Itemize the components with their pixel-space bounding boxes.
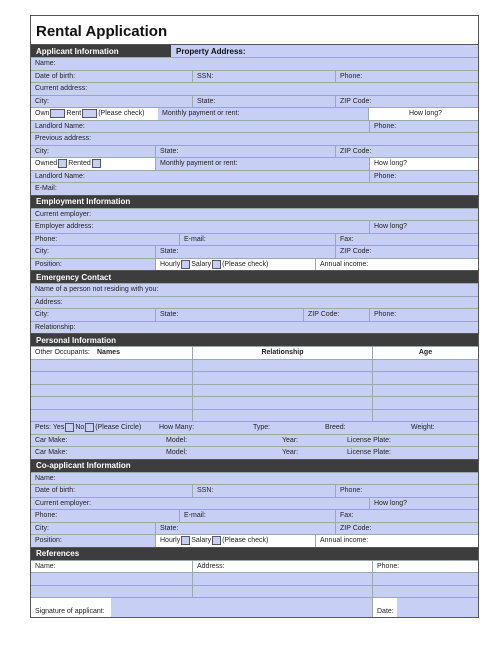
occupant-row	[31, 409, 478, 422]
occupant-name-cell[interactable]	[31, 397, 192, 409]
salary-label: Salary	[191, 537, 212, 545]
employer-zip-field[interactable]: ZIP Code:	[335, 246, 478, 258]
prev-city-field[interactable]: City:	[35, 147, 49, 155]
ref-phone-cell[interactable]	[372, 573, 478, 585]
co-current-employer-field[interactable]: Current employer:	[35, 499, 92, 507]
emergency-zip-field[interactable]: ZIP Code:	[303, 309, 369, 321]
please-check-note: (Please check)	[98, 110, 145, 118]
age-column-header: Age	[372, 347, 478, 359]
car-row	[31, 434, 478, 447]
rented-label: Rented	[68, 160, 91, 168]
form-row	[31, 82, 478, 95]
pets-yes-checkbox[interactable]	[65, 423, 74, 432]
ref-address-header: Address:	[192, 561, 372, 573]
occupant-relationship-cell[interactable]	[192, 372, 372, 384]
personal-section-header: Personal Information	[31, 333, 478, 346]
no-label: No	[75, 424, 85, 432]
form-row	[31, 308, 478, 321]
form-row	[31, 95, 478, 108]
car-row	[31, 446, 478, 459]
coapplicant-section-header: Co-applicant Information	[31, 459, 478, 472]
car-year-field[interactable]: Year:	[282, 449, 299, 457]
occupants-header-row	[31, 346, 478, 359]
rent-checkbox[interactable]	[82, 109, 97, 118]
form-row	[31, 509, 478, 522]
relationship-column-header: Relationship	[192, 347, 372, 359]
prev-zip-field[interactable]: ZIP Code:	[335, 146, 478, 158]
co-fax-field[interactable]: Fax:	[335, 510, 478, 522]
zip-field[interactable]: ZIP Code:	[335, 96, 478, 108]
how-long-field[interactable]: How long?	[368, 108, 478, 120]
emergency-address-field[interactable]: Address:	[35, 298, 63, 306]
monthly-payment-field[interactable]: Monthly payment or rent:	[158, 108, 368, 120]
employment-how-long-field[interactable]: How long?	[369, 221, 478, 233]
ref-name-cell[interactable]	[31, 586, 192, 598]
ref-phone-header: Phone:	[372, 561, 478, 573]
pets-type-field[interactable]: Type:	[253, 424, 271, 432]
references-header-row	[31, 560, 478, 573]
co-position-field[interactable]: Position:	[35, 537, 62, 545]
signature-row	[31, 597, 478, 617]
co-ssn-field[interactable]: SSN:	[192, 485, 335, 497]
landlord-phone-field[interactable]: Phone:	[369, 121, 478, 133]
occupant-name-cell[interactable]	[31, 372, 192, 384]
co-email-field[interactable]: E-mail:	[179, 510, 335, 522]
co-state-field[interactable]: State:	[155, 523, 335, 535]
form-row	[31, 120, 478, 133]
employer-state-field[interactable]: State:	[155, 246, 335, 258]
form-row	[31, 534, 478, 547]
employer-address-field[interactable]: Employer address:	[35, 223, 94, 231]
car-make-field[interactable]: Car Make:	[35, 436, 68, 444]
form-row	[31, 522, 478, 535]
pets-weight-field[interactable]: Weight:	[411, 424, 435, 432]
pets-label: Pets:	[35, 424, 51, 432]
city-field[interactable]: City:	[35, 97, 49, 105]
occupant-row	[31, 384, 478, 397]
occupant-row	[31, 371, 478, 384]
emergency-state-field[interactable]: State:	[155, 309, 303, 321]
occupant-row	[31, 359, 478, 372]
co-phone-field[interactable]: Phone:	[335, 485, 478, 497]
form-row	[31, 145, 478, 158]
date-field[interactable]	[397, 598, 478, 617]
owned-checkbox[interactable]	[58, 159, 67, 168]
pets-no-checkbox[interactable]	[85, 423, 94, 432]
occupant-relationship-cell[interactable]	[192, 410, 372, 422]
property-address-label: Property Address:	[171, 45, 478, 57]
occupant-name-cell[interactable]	[31, 360, 192, 372]
co-zip-field[interactable]: ZIP Code:	[335, 523, 478, 535]
form-row	[31, 321, 478, 334]
pets-row	[31, 421, 478, 434]
emergency-phone-field[interactable]: Phone:	[369, 309, 478, 321]
occupant-name-cell[interactable]	[31, 410, 192, 422]
please-check-note: (Please check)	[222, 260, 269, 268]
hourly-checkbox[interactable]	[181, 260, 190, 269]
prev-landlord-name-field[interactable]: Landlord Name:	[35, 172, 85, 180]
dob-field[interactable]: Date of birth:	[35, 72, 76, 80]
yes-label: Yes	[52, 424, 65, 432]
other-occupants-label: Other Occupants:	[35, 349, 90, 357]
emergency-relationship-field[interactable]: Relationship:	[35, 323, 76, 331]
co-annual-income-field[interactable]: Annual income:	[315, 535, 478, 547]
form-row	[31, 497, 478, 510]
applicant-section-title: Applicant Information	[36, 46, 119, 56]
salary-checkbox[interactable]	[212, 260, 221, 269]
ssn-field[interactable]: SSN:	[192, 71, 335, 83]
occupant-relationship-cell[interactable]	[192, 397, 372, 409]
rent-label: Rent	[66, 110, 82, 118]
emergency-section-header: Emergency Contact	[31, 270, 478, 283]
emergency-city-field[interactable]: City:	[35, 311, 49, 319]
occupant-age-cell[interactable]	[372, 385, 478, 397]
form-row	[31, 57, 478, 70]
pets-how-many-field[interactable]: How Many:	[159, 424, 195, 432]
prev-state-field[interactable]: State:	[155, 146, 335, 158]
please-check-note: (Please check)	[222, 537, 269, 545]
reference-row	[31, 585, 478, 598]
form-row	[31, 258, 478, 271]
co-salary-checkbox[interactable]	[212, 536, 221, 545]
ref-address-cell[interactable]	[192, 573, 372, 585]
occupant-row	[31, 396, 478, 409]
form-row	[31, 170, 478, 183]
form-title: Rental Application	[36, 23, 168, 40]
previous-address-field[interactable]: Previous address:	[35, 135, 92, 143]
car-license-plate-field[interactable]: License Plate:	[347, 449, 391, 457]
current-employer-field[interactable]: Current employer:	[35, 210, 92, 218]
car-model-field[interactable]: Model:	[166, 449, 188, 457]
co-name-field[interactable]: Name:	[35, 474, 56, 482]
occupant-relationship-cell[interactable]	[192, 385, 372, 397]
please-circle-note: (Please Circle)	[95, 424, 142, 432]
occupant-age-cell[interactable]	[372, 360, 478, 372]
email-field[interactable]: E-Mail:	[35, 185, 57, 193]
salary-label: Salary	[191, 260, 212, 268]
prev-monthly-payment-field[interactable]: Monthly payment or rent:	[155, 158, 369, 170]
ref-address-cell[interactable]	[192, 586, 372, 598]
employer-email-field[interactable]: E-mail:	[179, 234, 335, 246]
form-row	[31, 208, 478, 221]
form-row	[31, 182, 478, 195]
occupant-name-cell[interactable]	[31, 385, 192, 397]
co-city-field[interactable]: City:	[35, 524, 49, 532]
form-row	[31, 220, 478, 233]
names-column-header: Names	[97, 349, 120, 357]
current-address-field[interactable]: Current address:	[35, 85, 88, 93]
pets-breed-field[interactable]: Breed:	[325, 424, 346, 432]
hourly-label: Hourly	[160, 260, 181, 268]
occupant-relationship-cell[interactable]	[192, 360, 372, 372]
date-label: Date:	[372, 598, 397, 617]
co-how-long-field[interactable]: How long?	[369, 498, 478, 510]
landlord-name-field[interactable]: Landlord Name:	[35, 122, 85, 130]
co-employer-phone-field[interactable]: Phone:	[35, 512, 58, 520]
position-field[interactable]: Position:	[35, 260, 62, 268]
car-year-field[interactable]: Year:	[282, 436, 299, 444]
state-field[interactable]: State:	[192, 96, 335, 108]
form-row	[31, 283, 478, 296]
co-dob-field[interactable]: Date of birth:	[35, 487, 76, 495]
occupant-age-cell[interactable]	[372, 372, 478, 384]
occupant-age-cell[interactable]	[372, 397, 478, 409]
emergency-name-field[interactable]: Name of a person not residing with you:	[35, 286, 159, 294]
form-row	[31, 472, 478, 485]
phone-field[interactable]: Phone:	[335, 71, 478, 83]
ref-phone-cell[interactable]	[372, 586, 478, 598]
form-row	[31, 233, 478, 246]
prev-landlord-phone-field[interactable]: Phone:	[369, 171, 478, 183]
car-model-field[interactable]: Model:	[166, 436, 188, 444]
co-hourly-checkbox[interactable]	[181, 536, 190, 545]
employment-section-header: Employment Information	[31, 195, 478, 208]
form-row	[31, 484, 478, 497]
own-label: Own	[35, 110, 50, 118]
owned-label: Owned	[35, 160, 58, 168]
form-row	[31, 157, 478, 170]
car-license-plate-field[interactable]: License Plate:	[347, 436, 391, 444]
employer-city-field[interactable]: City:	[35, 248, 49, 256]
signature-label: Signature of applicant:	[35, 608, 105, 615]
employer-phone-field[interactable]: Phone:	[35, 235, 58, 243]
own-checkbox[interactable]	[50, 109, 65, 118]
hourly-label: Hourly	[160, 537, 181, 545]
form-row	[31, 107, 478, 120]
ref-name-header: Name:	[35, 562, 56, 570]
ref-name-cell[interactable]	[31, 573, 192, 585]
name-field[interactable]: Name:	[35, 60, 56, 68]
signature-field[interactable]	[111, 598, 372, 617]
references-section-header: References	[31, 547, 478, 560]
car-make-field[interactable]: Car Make:	[35, 449, 68, 457]
form-row	[31, 245, 478, 258]
form-row	[31, 70, 478, 83]
prev-how-long-field[interactable]: How long?	[369, 158, 478, 170]
reference-row	[31, 572, 478, 585]
applicant-section-header	[31, 44, 478, 57]
occupant-age-cell[interactable]	[372, 410, 478, 422]
rental-application-form	[30, 15, 479, 618]
form-row	[31, 132, 478, 145]
employer-fax-field[interactable]: Fax:	[335, 234, 478, 246]
form-row	[31, 296, 478, 309]
rented-checkbox[interactable]	[92, 159, 101, 168]
annual-income-field[interactable]: Annual income:	[315, 259, 478, 271]
